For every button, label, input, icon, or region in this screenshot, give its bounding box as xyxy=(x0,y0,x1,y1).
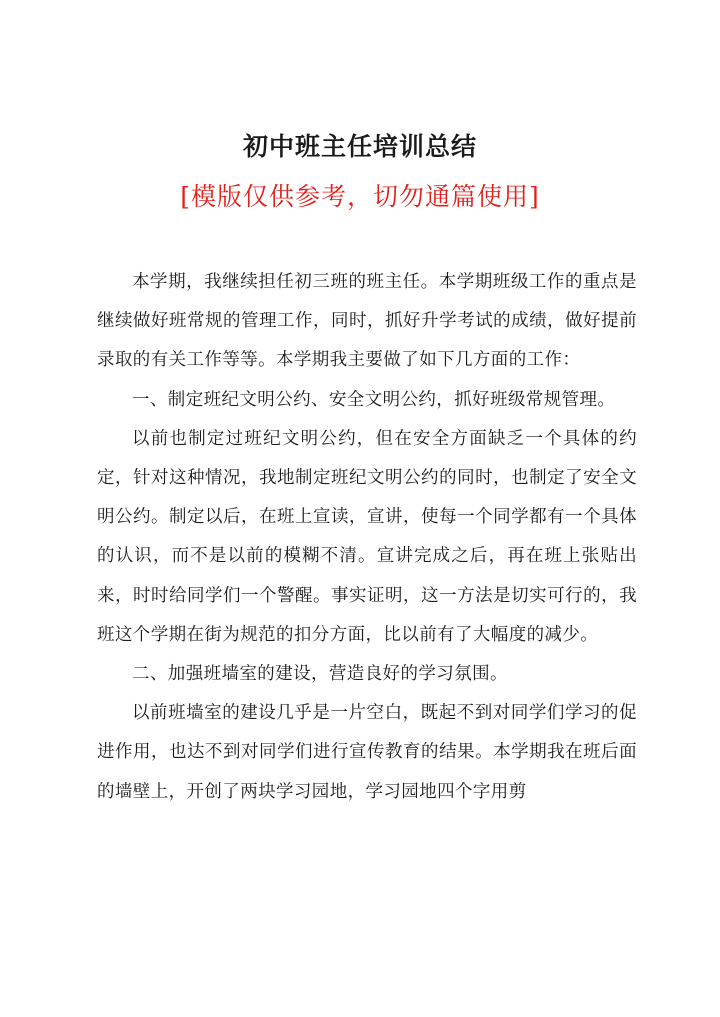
document-body xyxy=(97,263,637,812)
paragraph-intro: 本学期，我继续担任初三班的班主任。本学期班级工作的重点是继续做好班常规的管理工作，同时，抓好升学考试的成绩，做好提前录取的有关工作等等。本学期我主要做了如下几方面的工作： xyxy=(97,272,637,371)
section-heading-2: 二、加强班墙室的建设，营造良好的学习氛围。 xyxy=(132,664,508,685)
template-notice: [模版仅供参考，切勿通篇使用] xyxy=(180,182,540,211)
paragraph-section-2: 以前班墙室的建设几乎是一片空白，既起不到对同学们学习的促进作用，也达不到对同学们进行宣传教育的结果。本学期我在班后面的墙壁上，开创了两块学习园地，学习园地四个字用剪 xyxy=(97,703,637,802)
paragraph-section-1: 以前也制定过班纪文明公约，但在安全方面缺乏一个具体的约定，针对这种情况，我地制定班纪文明公约的同时，也制定了安全文明公约。制定以后，在班上宣读，宣讲，使每一个同学都有一个具体的认识，而不是以前的模糊不清。宣讲完成之后，再在班上张贴出来，时时给同学们一个警醒。事实证明，这一方法是切实可行的，我班这个学期在街为规范的扣分方面，比以前有了大幅度的减少。 xyxy=(97,428,637,645)
document-title: 初中班主任培训总结 xyxy=(242,132,477,161)
section-heading-1: 一、制定班纪文明公约、安全文明公约，抓好班级常规管理。 xyxy=(132,389,616,410)
